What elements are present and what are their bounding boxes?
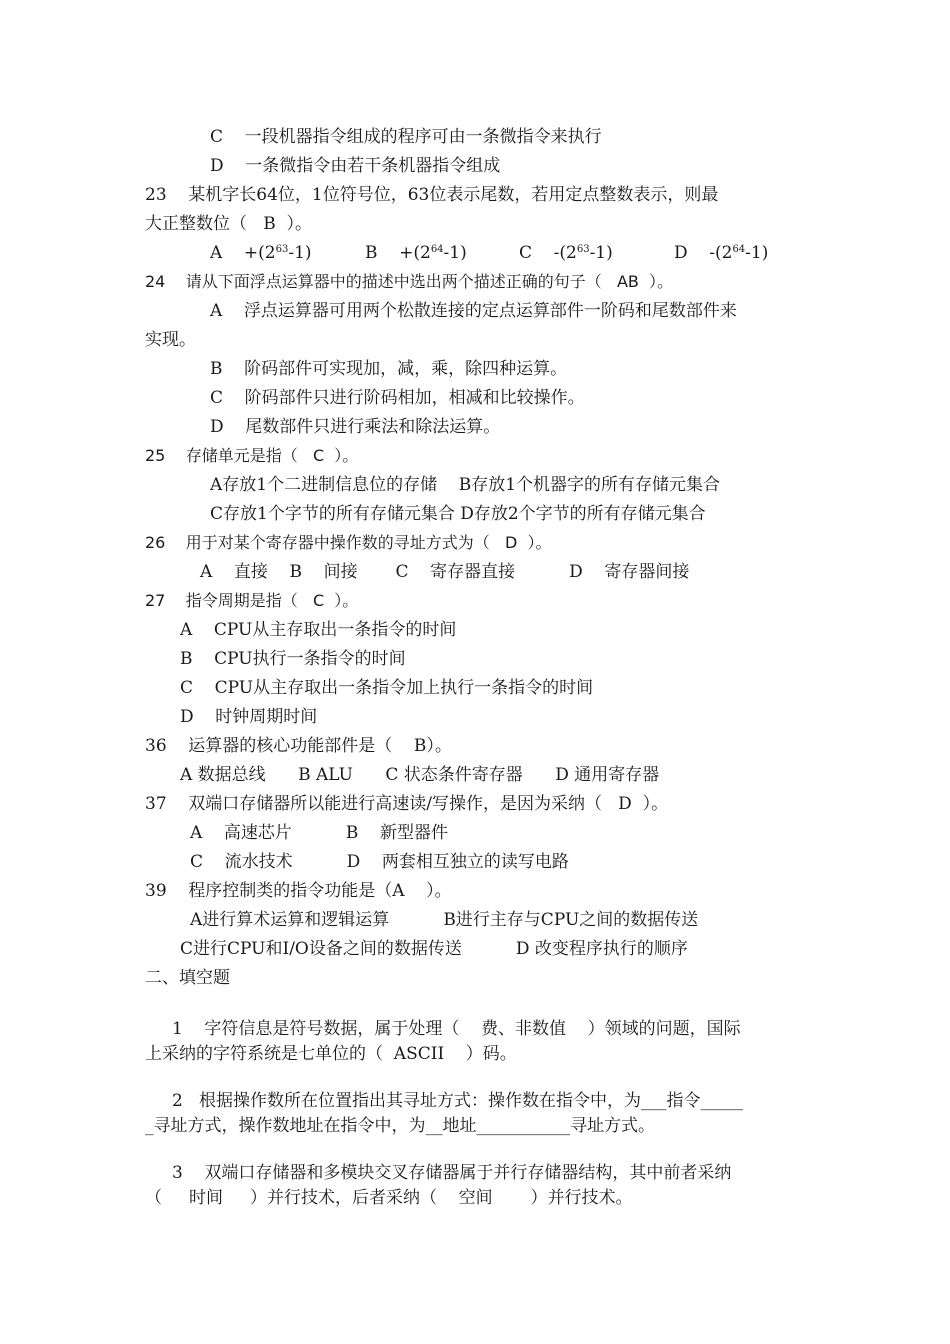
option-line: A CPU从主存取出一条指令的时间	[180, 620, 457, 640]
option-line: D 一条微指令由若干条机器指令组成	[210, 156, 501, 176]
option-line: C 流水技术 D 两套相互独立的读写电路	[190, 852, 569, 872]
option-line: A 高速芯片 B 新型器件	[190, 823, 449, 843]
option-c-pre: C -(2	[519, 243, 577, 263]
question-23-options	[210, 242, 312, 264]
question-25: 25 存储单元是指（ C ）。	[145, 446, 359, 465]
option-line: C 阶码部件只进行阶码相加，相减和比较操作。	[210, 388, 585, 408]
fill-question-1: 1 字符信息是符号数据，属于处理（ 费、非数值 ）领域的问题，国际	[172, 1019, 741, 1039]
option-line: A进行算术运算和逻辑运算 B进行主存与CPU之间的数据传送	[190, 910, 699, 930]
option-line: C进行CPU和I/O设备之间的数据传送 D 改变程序执行的顺序	[180, 939, 688, 959]
section-heading: 二、填空题	[145, 968, 230, 988]
option-line: A存放1个二进制信息位的存储 B存放1个机器字的所有存储元集合	[210, 475, 721, 495]
question-23-option-d	[674, 242, 768, 264]
option-line: A 直接 B 间接 C 寄存器直接 D 寄存器间接	[200, 562, 690, 582]
option-d-pre: D -(2	[674, 243, 733, 263]
option-b-exp: 64	[430, 244, 444, 255]
option-c-exp: 63	[576, 244, 590, 255]
question-36: 36 运算器的核心功能部件是（ B）。	[145, 736, 452, 756]
option-b-post: -1)	[443, 243, 467, 263]
option-d-post: -1)	[745, 243, 769, 263]
option-line: C CPU从主存取出一条指令加上执行一条指令的时间	[180, 678, 594, 698]
option-line: B CPU执行一条指令的时间	[180, 649, 406, 669]
option-d-exp: 64	[732, 244, 746, 255]
fill-question-3-cont: （ 时间 ）并行技术，后者采纳（ 空间 ）并行技术。	[145, 1188, 633, 1208]
question-27: 27 指令周期是指（ C ）。	[145, 591, 359, 610]
option-a-post: -1)	[288, 243, 312, 263]
option-line-cont: 实现。	[145, 330, 196, 350]
fill-question-1-cont: 上采纳的字符系统是七单位的（ ASCII ）码。	[145, 1044, 517, 1064]
option-line: A 数据总线 B ALU C 状态条件寄存器 D 通用寄存器	[180, 765, 660, 785]
question-23-option-b	[365, 242, 467, 264]
question-23-option-c	[519, 242, 613, 264]
question-24: 24 请从下面浮点运算器中的描述中选出两个描述正确的句子（ AB ）。	[145, 272, 674, 291]
option-line: A 浮点运算器可用两个松散连接的定点运算部件一阶码和尾数部件来	[210, 301, 737, 321]
option-line: D 尾数部件只进行乘法和除法运算。	[210, 417, 501, 437]
question-26: 26 用于对某个寄存器中操作数的寻址方式为（ D ）。	[145, 533, 552, 552]
question-37: 37 双端口存储器所以能进行高速读/写操作，是因为采纳（ D ）。	[145, 794, 669, 814]
option-line: C存放1个字节的所有存储元集合 D存放2个字节的所有存储元集合	[210, 504, 706, 524]
option-a-exp: 63	[275, 244, 289, 255]
fill-question-2-cont: _寻址方式，操作数地址在指令中，为__地址___________寻址方式。	[145, 1116, 655, 1136]
option-line: C 一段机器指令组成的程序可由一条微指令来执行	[210, 127, 602, 147]
option-c-post: -1)	[589, 243, 613, 263]
fill-question-2: 2 根据操作数所在位置指出其寻址方式：操作数在指令中，为___指令_____	[172, 1091, 744, 1111]
option-a-pre: A +(2	[210, 243, 276, 263]
question-23: 23 某机字长64位，1位符号位，63位表示尾数，若用定点整数表示，则最	[145, 185, 719, 205]
option-b-pre: B +(2	[365, 243, 431, 263]
option-line: B 阶码部件可实现加，减，乘，除四种运算。	[210, 359, 568, 379]
fill-question-3: 3 双端口存储器和多模块交叉存储器属于并行存储器结构，其中前者采纳	[172, 1163, 732, 1183]
question-23-cont: 大正整数位（ B ）。	[145, 214, 313, 234]
question-39: 39 程序控制类的指令功能是（A ）。	[145, 881, 452, 901]
option-line: D 时钟周期时间	[180, 707, 318, 727]
